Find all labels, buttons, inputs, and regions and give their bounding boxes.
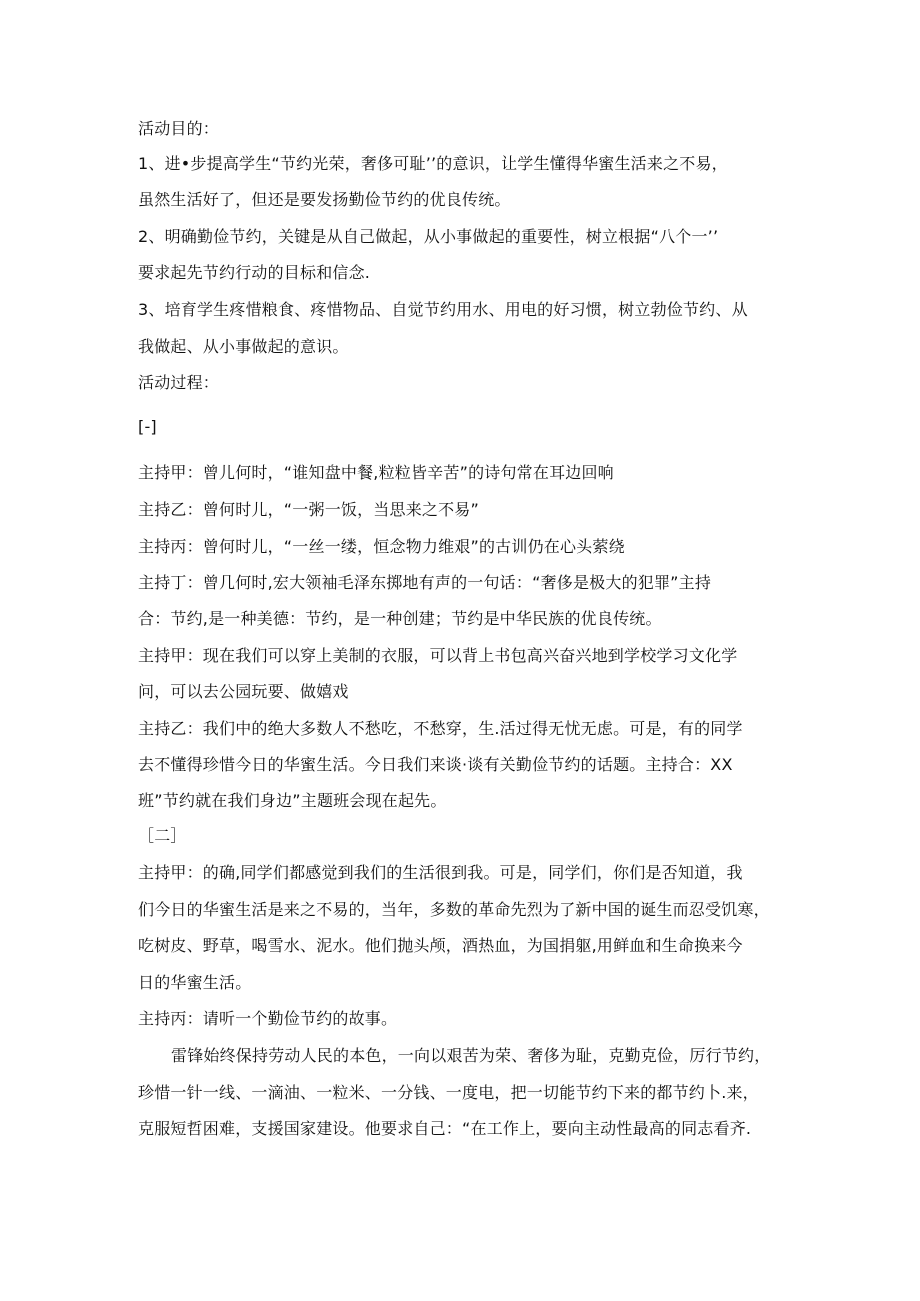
- paragraph-line: 珍惜一针一线、一滴油、一粒米、一分钱、一度电，把一切能节约下来的都节约卜.来，: [138, 1083, 759, 1102]
- paragraph-line: 们今日的华蜜生活是来之不易的，当年，多数的革命先烈为了新中国的诞生而忍受饥寒，: [138, 900, 770, 919]
- paragraph-line: 主持甲：的确,同学们都感觉到我们的生活很到我。可是，同学们，你们是否知道，我: [138, 863, 743, 882]
- paragraph-line: 主持丁：曾几何时,宏大领袖毛泽东掷地有声的一句话：“奢侈是极大的犯罪”主持: [138, 573, 712, 592]
- purpose-item-3-cont: 我做起、从小事做起的意识。: [138, 337, 349, 356]
- part-marker-2: ［二］: [138, 826, 187, 845]
- part-marker-1: [-]: [138, 417, 157, 436]
- story-paragraph-start: 雷锋始终保持劳动人民的本色，一向以艰苦为荣、奢侈为耻，克勤克俭，厉行节约，: [171, 1046, 771, 1065]
- paragraph-line: 主持乙：曾何时儿，“一粥一饭，当思来之不易”: [138, 500, 479, 519]
- purpose-item-3: 3、培育学生疼惜粮食、疼惜物品、自觉节约用水、用电的好习惯，树立勃俭节约、从: [138, 300, 748, 319]
- paragraph-line: 主持甲：曾儿何时，“谁知盘中餐,粒粒皆辛苦”的诗句常在耳边回响: [138, 463, 614, 482]
- paragraph-line: 去不懂得珍惜今日的华蜜生活。今日我们来谈·谈有关勤俭节约的话题。主持合：XX: [138, 755, 733, 774]
- paragraph-line: 主持丙：曾何时儿，“一丝一缕，恒念物力维艰”的古训仍在心头萦绕: [138, 537, 625, 556]
- paragraph-line: 克服短哲困难，支援国家建设。他要求自己：“在工作上，要向主动性最高的同志看齐.: [138, 1119, 752, 1138]
- paragraph-line: 主持丙：请听一个勤俭节约的故事。: [138, 1009, 398, 1028]
- paragraph-line: 问，可以去公园玩要、做嬉戏: [138, 682, 349, 701]
- paragraph-line: 合：节约,是一种美德：节约，是一种创建；节约是中华民族的优良传统。: [138, 609, 662, 628]
- paragraph-line: 主持甲：现在我们可以穿上美制的衣服，可以背上书包高兴奋兴地到学校学习文化学: [138, 646, 738, 665]
- purpose-item-1: 1、进•步提高学生“节约光荣，奢侈可耻’’的意识，让学生懂得华蜜生活来之不易，: [138, 154, 728, 173]
- paragraph-line: 班”节约就在我们身边”主题班会现在起先。: [138, 791, 447, 810]
- paragraph-line: 主持乙：我们中的绝大多数人不愁吃，不愁穿，生.活过得无忧无虑。可是，有的同学: [138, 719, 743, 738]
- section-heading-purpose: 活动目的：: [138, 119, 220, 138]
- paragraph-line: 吃树皮、野草，喝雪水、泥水。他们抛头颅，酒热血，为国捐躯,用鲜血和生命换来今: [138, 936, 743, 955]
- purpose-item-1-cont: 虽然生活好了，但还是要发扬勤俭节约的优良传统。: [138, 190, 511, 209]
- purpose-item-2: 2、明确勤俭节约，关键是从自己做起，从小事做起的重要性，树立根据“八个一’’: [138, 227, 719, 246]
- section-heading-process: 活动过程：: [138, 373, 220, 392]
- paragraph-line: 日的华蜜生活。: [138, 973, 252, 992]
- purpose-item-2-cont: 要求起先节约行动的目标和信念.: [138, 263, 371, 282]
